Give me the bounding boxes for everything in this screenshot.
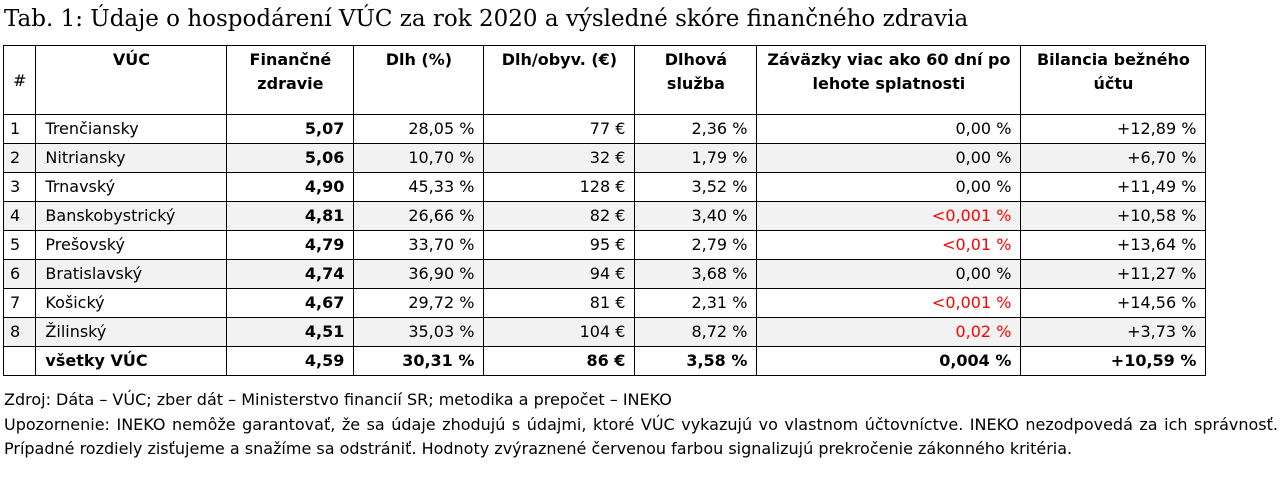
- cell-debt-per-capita: 94 €: [484, 260, 635, 289]
- cell-index: 4: [4, 202, 36, 231]
- cell-index: 7: [4, 289, 36, 318]
- cell-debt-per-capita: 104 €: [484, 318, 635, 347]
- cell-index: 6: [4, 260, 36, 289]
- cell-overdue-liabilities: 0,00 %: [757, 173, 1021, 202]
- cell-debt-percent: 10,70 %: [354, 144, 484, 173]
- cell-overdue-liabilities: 0,00 %: [757, 115, 1021, 144]
- cell-debt-percent: 36,90 %: [354, 260, 484, 289]
- cell-debt-service: 8,72 %: [635, 318, 757, 347]
- cell-index: 3: [4, 173, 36, 202]
- cell-vuc-name: Žilinský: [36, 318, 227, 347]
- table-row: [4, 260, 1206, 289]
- cell-financial-health: 4,74: [227, 260, 354, 289]
- cell-vuc-name: Košický: [36, 289, 227, 318]
- cell-current-account-balance: +11,27 %: [1021, 260, 1206, 289]
- cell-debt-service: 3,68 %: [635, 260, 757, 289]
- cell-current-account-balance: +14,56 %: [1021, 289, 1206, 318]
- cell-financial-health: 5,06: [227, 144, 354, 173]
- cell-debt-percent: 29,72 %: [354, 289, 484, 318]
- table-header-row: [4, 46, 1206, 115]
- header-index: #: [4, 46, 36, 115]
- cell-debt-service: 3,58 %: [635, 347, 757, 376]
- header-debt-percent: Dlh (%): [354, 46, 484, 115]
- header-debt-service: Dlhová služba: [635, 46, 757, 115]
- header-overdue-liabilities: Záväzky viac ako 60 dní po lehote splatnosti: [757, 46, 1021, 115]
- cell-vuc-name: Trenčiansky: [36, 115, 227, 144]
- cell-debt-percent: 35,03 %: [354, 318, 484, 347]
- cell-vuc-name: Prešovský: [36, 231, 227, 260]
- cell-financial-health: 4,79: [227, 231, 354, 260]
- cell-vuc-name: Banskobystrický: [36, 202, 227, 231]
- cell-index: 2: [4, 144, 36, 173]
- table-total-row: [4, 347, 1206, 376]
- cell-debt-service: 1,79 %: [635, 144, 757, 173]
- cell-current-account-balance: +12,89 %: [1021, 115, 1206, 144]
- cell-debt-per-capita: 128 €: [484, 173, 635, 202]
- cell-financial-health: 5,07: [227, 115, 354, 144]
- cell-index: 5: [4, 231, 36, 260]
- table-row: [4, 144, 1206, 173]
- cell-index: 1: [4, 115, 36, 144]
- cell-financial-health: 4,51: [227, 318, 354, 347]
- cell-debt-service: 2,79 %: [635, 231, 757, 260]
- cell-debt-service: 3,40 %: [635, 202, 757, 231]
- cell-overdue-liabilities: 0,00 %: [757, 260, 1021, 289]
- cell-debt-per-capita: 77 €: [484, 115, 635, 144]
- cell-index: [4, 347, 36, 376]
- table-row: [4, 289, 1206, 318]
- vuc-finance-table: [3, 45, 1206, 376]
- cell-vuc-name: Bratislavský: [36, 260, 227, 289]
- cell-debt-service: 3,52 %: [635, 173, 757, 202]
- header-current-account-balance: Bilancia bežného účtu: [1021, 46, 1206, 115]
- cell-overdue-liabilities: 0,00 %: [757, 144, 1021, 173]
- cell-current-account-balance: +3,73 %: [1021, 318, 1206, 347]
- cell-current-account-balance: +6,70 %: [1021, 144, 1206, 173]
- cell-debt-per-capita: 95 €: [484, 231, 635, 260]
- cell-overdue-liabilities: <0,001 %: [757, 202, 1021, 231]
- cell-vuc-name: všetky VÚC: [36, 347, 227, 376]
- cell-debt-per-capita: 32 €: [484, 144, 635, 173]
- cell-overdue-liabilities: 0,004 %: [757, 347, 1021, 376]
- cell-debt-percent: 45,33 %: [354, 173, 484, 202]
- cell-overdue-liabilities: <0,01 %: [757, 231, 1021, 260]
- cell-overdue-liabilities: <0,001 %: [757, 289, 1021, 318]
- table-row: [4, 318, 1206, 347]
- cell-index: 8: [4, 318, 36, 347]
- cell-financial-health: 4,81: [227, 202, 354, 231]
- cell-debt-percent: 30,31 %: [354, 347, 484, 376]
- cell-current-account-balance: +11,49 %: [1021, 173, 1206, 202]
- header-financial-health: Finančné zdravie: [227, 46, 354, 115]
- cell-debt-per-capita: 82 €: [484, 202, 635, 231]
- cell-debt-per-capita: 81 €: [484, 289, 635, 318]
- cell-current-account-balance: +10,59 %: [1021, 347, 1206, 376]
- cell-current-account-balance: +13,64 %: [1021, 231, 1206, 260]
- cell-debt-percent: 26,66 %: [354, 202, 484, 231]
- warning-note: Upozornenie: INEKO nemôže garantovať, že sa údaje zhodujú s údajmi, ktoré VÚC vykazujú vo vlastnom účtovníctve. INEKO nezodpovedá za ich správnosť. Prípadné rozdiely zisťujeme a snažíme sa odstrániť. Hodnoty zvýraznené červenou farbou signalizujú prekročenie zákonného kritéria.: [4, 414, 1278, 458]
- cell-debt-service: 2,36 %: [635, 115, 757, 144]
- table-row: [4, 202, 1206, 231]
- cell-vuc-name: Nitriansky: [36, 144, 227, 173]
- cell-debt-percent: 28,05 %: [354, 115, 484, 144]
- cell-debt-service: 2,31 %: [635, 289, 757, 318]
- table-row: [4, 115, 1206, 144]
- cell-current-account-balance: +10,58 %: [1021, 202, 1206, 231]
- table-row: [4, 231, 1206, 260]
- source-note: Zdroj: Dáta – VÚC; zber dát – Ministerstvo financií SR; metodika a prepočet – INEKO: [4, 390, 672, 409]
- cell-debt-per-capita: 86 €: [484, 347, 635, 376]
- cell-financial-health: 4,59: [227, 347, 354, 376]
- cell-financial-health: 4,90: [227, 173, 354, 202]
- table-row: [4, 173, 1206, 202]
- table-notes: [4, 388, 1278, 462]
- cell-financial-health: 4,67: [227, 289, 354, 318]
- cell-overdue-liabilities: 0,02 %: [757, 318, 1021, 347]
- header-debt-per-capita: Dlh/obyv. (€): [484, 46, 635, 115]
- table-caption: Tab. 1: Údaje o hospodárení VÚC za rok 2020 a výsledné skóre finančného zdravia: [4, 6, 969, 32]
- header-vuc: VÚC: [36, 46, 227, 115]
- cell-vuc-name: Trnavský: [36, 173, 227, 202]
- cell-debt-percent: 33,70 %: [354, 231, 484, 260]
